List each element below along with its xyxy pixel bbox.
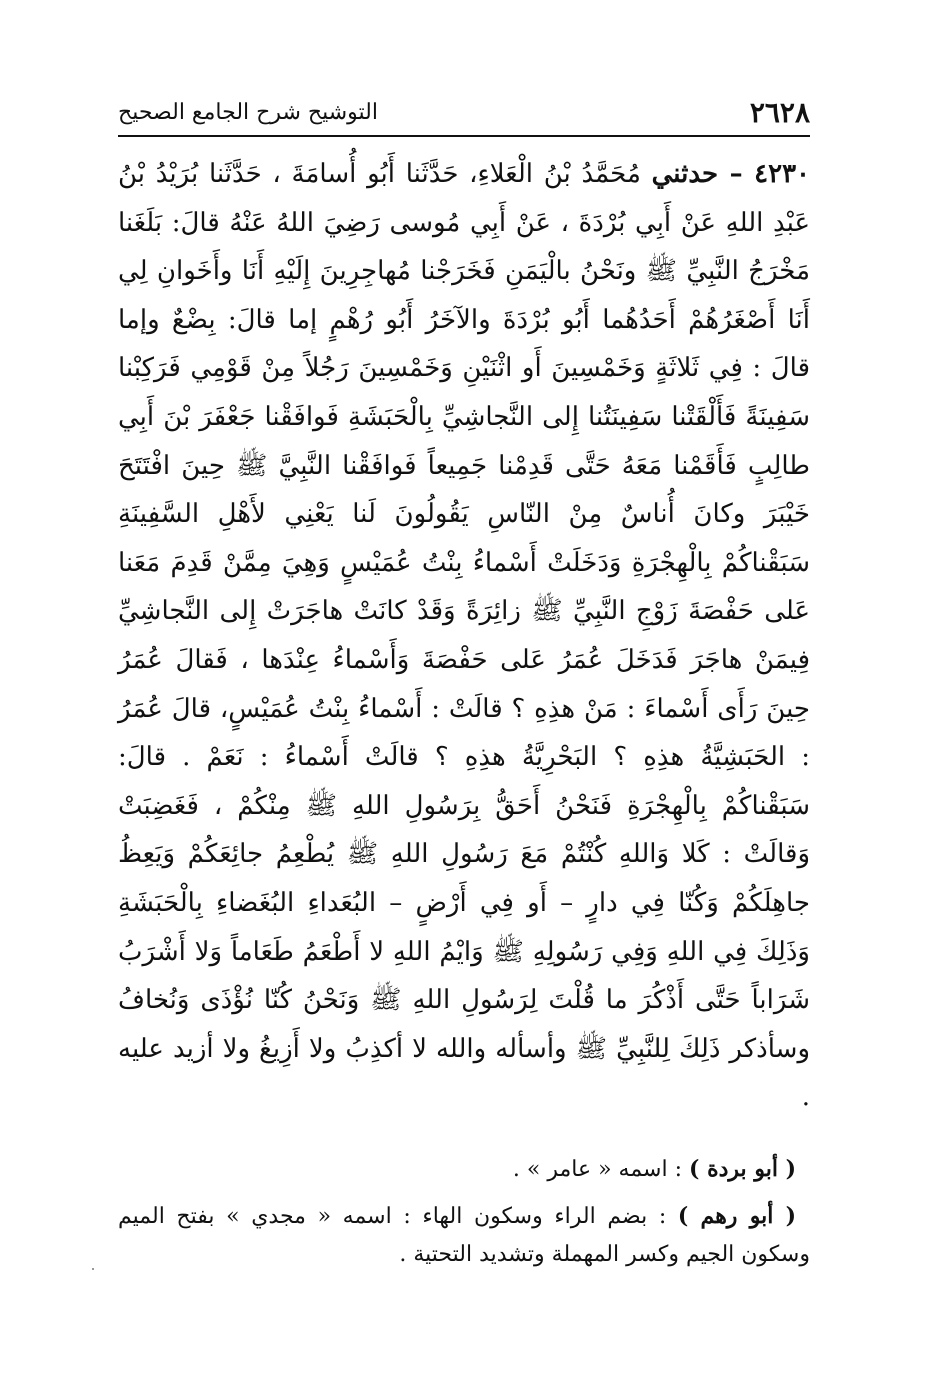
note-abu-burda bbox=[118, 1150, 810, 1189]
header-rule bbox=[118, 135, 810, 137]
hadith-dash: – bbox=[718, 159, 755, 189]
running-head bbox=[118, 88, 810, 128]
hadith-lead-word: حدثني bbox=[651, 159, 719, 189]
running-title: التوشيح شرح الجامع الصحيح bbox=[118, 100, 378, 125]
hadith-paragraph bbox=[118, 150, 810, 1122]
scan-speck bbox=[92, 1268, 94, 1270]
page-number: ٢٦٢٨ bbox=[749, 96, 810, 129]
note-abu-ruhm bbox=[118, 1197, 810, 1274]
hadith-number: ٤٢٣٠ bbox=[754, 159, 811, 189]
note-term: ( أبو بردة ) bbox=[689, 1156, 796, 1182]
hadith-body bbox=[118, 150, 810, 1122]
note-text: : بضم الراء وسكون الهاء : اسمه « مجدي » بفتح الميم وسكون الجيم وكسر المهملة وتشديد التحتية . bbox=[118, 1204, 810, 1267]
commentary-notes bbox=[118, 1150, 810, 1282]
note-text: : اسمه « عامر » . bbox=[512, 1157, 690, 1182]
hadith-text: مُحَمَّدُ بْنُ الْعَلاءِ، حَدَّثَنا أَبُو أُسامَةَ ، حَدَّثَنا بُرَيْدُ بْنُ عَبْدِ اللهِ عَنْ أَبِي بُرْدَةَ ، عَنْ أَبِي مُوسى رَضِيَ اللهُ عَنْهُ قالَ: بَلَغَنا مَخْرَجُ النَّبِيِّ ﷺ ونَحْنُ بالْيَمَنِ فَخَرَجْنا مُهاجِرِينَ إِلَيْهِ أَنَا وأَخَوانِ لِي أَنَا أَصْغَرُهُمْ أَحَدُهُما أَبُو بُرْدَةَ والآخَرُ أَبُو رُهْمٍ إما قالَ: بِضْعٌ وإما قالَ : فِي ثَلاثَةٍ وَخَمْسِينَ أَو اثْنَيْنِ وَخَمْسِينَ رَجُلاً مِنْ قَوْمِي فَرَكِبْنا سَفِينَةً فَأَلْقَتْنا سَفِينَتُنا إِلى النَّجاشِيِّ بِالْحَبَشَةِ فَوافَقْنا جَعْفَرَ بْنَ أَبِي طالِبٍ فَأَقَمْنا مَعَهُ حَتَّى قَدِمْنا جَمِيعاً فَوافَقْنا النَّبِيَّ ﷺ حِينَ افْتَتَحَ خَيْبَرَ وكانَ أُناسٌ مِنْ النّاسِ يَقُولُونَ لَنا يَعْنِي لأَهْلِ السَّفِينَةِ سَبَقْناكُمْ بِالْهِجْرَةِ وَدَخَلَتْ أَسْماءُ بِنْتُ عُمَيْسٍ وَهِيَ مِمَّنْ قَدِمَ مَعَنا عَلى حَفْصَةَ زَوْجِ النَّبِيِّ ﷺ زائِرَةً وَقَدْ كانَتْ هاجَرَتْ إِلى النَّجاشِيِّ فِيمَنْ هاجَرَ فَدَخَلَ عُمَرُ عَلى حَفْصَةَ وَأَسْماءُ عِنْدَها ، فَقالَ عُمَرُ حِينَ رَأَى أَسْماءَ : مَنْ هذِهِ ؟ قالَتْ : أَسْماءُ بِنْتُ عُمَيْسٍ، قالَ عُمَرُ : الحَبَشِيَّةُ هذِهِ ؟ البَحْرِيَّةُ هذِهِ ؟ قالَتْ أَسْماءُ : نَعَمْ . قالَ: سَبَقْناكُمْ بِالْهِجْرَةِ فَنَحْنُ أَحَقُّ بِرَسُولِ اللهِ ﷺ مِنْكُمْ ، فَغَضِبَتْ وَقالَتْ : كَلا وَاللهِ كُنْتُمْ مَعَ رَسُولِ اللهِ ﷺ يُطْعِمُ جائِعَكُمْ وَيَعِظُ جاهِلَكُمْ وَكُنّا فِي دارٍ – أَو فِي أَرْضٍ – البُعَداءِ البُغَضاءِ بِالْحَبَشَةِ وَذَلِكَ فِي اللهِ وَفِي رَسُولِهِ ﷺ وَايْمُ اللهِ لا أَطْعَمُ طَعَاماً وَلا أَشْرَبُ شَرَاباً حَتَّى أَذْكُرَ ما قُلْتَ لِرَسُولِ اللهِ ﷺ وَنَحْنُ كُنّا نُؤْذَى وَنُخافُ وسأذكر ذَلِكَ لِلنَّبِيِّ ﷺ وأسأله والله لا أكذِبُ ولا أَزِيغُ ولا أزيد عليه . bbox=[118, 159, 810, 1113]
note-term: ( أبو رهم ) bbox=[677, 1203, 796, 1229]
